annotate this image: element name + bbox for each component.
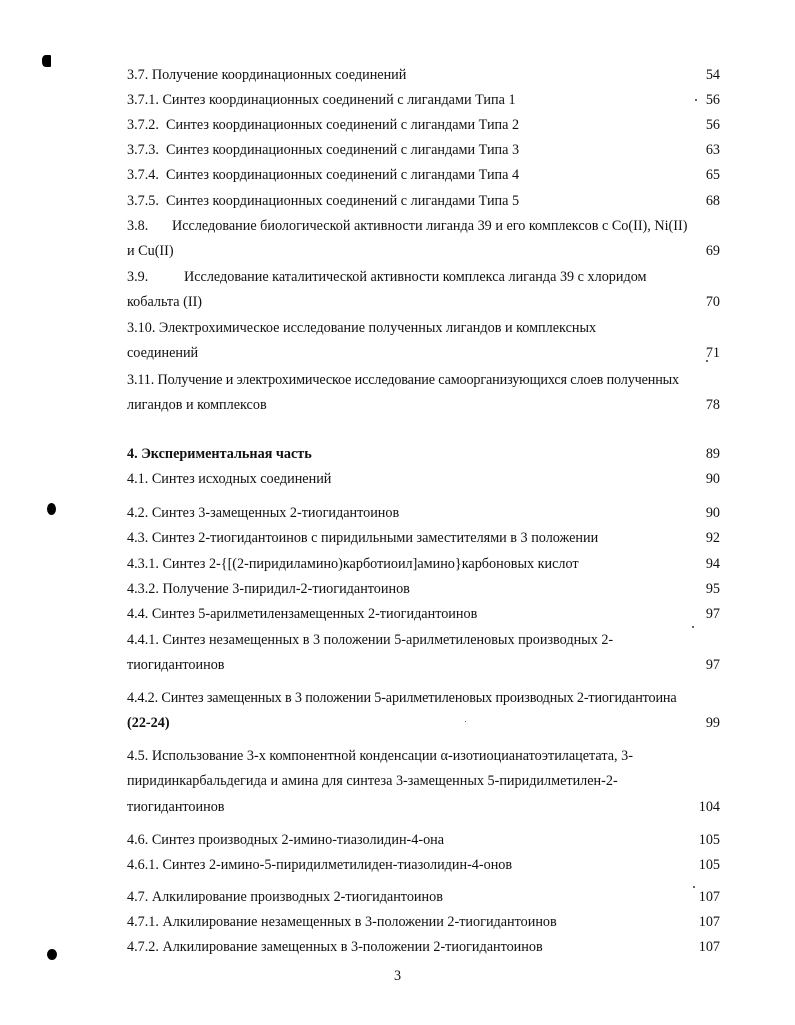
toc-entry-page: 90 — [705, 471, 720, 487]
toc-entry-page: 94 — [705, 556, 720, 572]
scan-speck — [692, 626, 694, 628]
toc-entry-line2[interactable] — [127, 770, 720, 792]
toc-entry-title: 4.5. Использование 3-х компонентной конденсации α-изотиоцианатоэтилацетата, 3- — [127, 748, 633, 764]
toc-entry[interactable] — [127, 829, 720, 851]
toc-entry-page: 65 — [705, 167, 720, 183]
toc-entry-page: 107 — [698, 939, 720, 955]
toc-entry-title: 4.7.2. Алкилирование замещенных в 3-положении 2-тиогидантоинов — [127, 939, 543, 955]
toc-entry-title: 4.6.1. Синтез 2-имино-5-пиридилметилиден-тиазолидин-4-онов — [127, 857, 513, 873]
toc-entry-title: Исследование биологической активности лиганда 39 и его комплексов с Co(II), Ni(II) — [172, 218, 688, 234]
toc-entry-compound-range: (22-24) — [127, 715, 170, 731]
toc-entry[interactable] — [127, 114, 720, 136]
toc-entry[interactable] — [127, 502, 720, 524]
toc-entry[interactable] — [127, 603, 720, 625]
toc-entry-number: 3.9. — [127, 269, 149, 285]
toc-entry-title: 4.7. Алкилирование производных 2-тиогидантоинов — [127, 889, 443, 905]
toc-entry-page: 99 — [705, 715, 720, 731]
toc-entry-title: 4.6. Синтез производных 2-имино-тиазолидин-4-она — [127, 832, 445, 848]
page-number: 3 — [393, 968, 402, 984]
toc-entry-line1[interactable] — [127, 629, 720, 651]
toc-entry-page: 71 — [705, 345, 720, 361]
toc-entry-title: 4.3.2. Получение 3-пиридил-2-тиогидантоинов — [127, 581, 410, 597]
toc-entry-title: 4.3. Синтез 2-тиогидантоинов с пиридильными заместителями в 3 положении — [127, 530, 599, 546]
toc-entry-page: 90 — [705, 505, 720, 521]
toc-entry-line2[interactable] — [127, 342, 720, 364]
toc-entry-page: 105 — [698, 857, 720, 873]
toc-entry-title: 4. Экспериментальная часть — [127, 446, 312, 462]
toc-entry-title: 3.7.2. Синтез координационных соединений с лигандами Типа 2 — [127, 117, 520, 133]
toc-entry-title: 3.7.1. Синтез координационных соединений с лигандами Типа 1 — [127, 92, 516, 108]
toc-entry-page: 107 — [698, 889, 720, 905]
toc-entry-title: 4.4.1. Синтез незамещенных в 3 положении 5-арилметиленовых производных 2- — [127, 632, 614, 648]
toc-entry-title: 4.3.1. Синтез 2-{[(2-пиридиламино)карботиоил]амино}карбоновых кислот — [127, 556, 579, 572]
toc-entry-page: 95 — [705, 581, 720, 597]
toc-entry-title-cont: и Cu(II) — [127, 243, 174, 259]
toc-entry[interactable] — [127, 553, 720, 575]
toc-entry-page: 89 — [705, 446, 720, 462]
toc-entry-title: 3.7.4. Синтез координационных соединений с лигандами Типа 4 — [127, 167, 520, 183]
toc-entry-title: 3.7.3. Синтез координационных соединений с лигандами Типа 3 — [127, 142, 520, 158]
toc-entry-page: 104 — [698, 799, 720, 815]
toc-entry-title: 3.7.5. Синтез координационных соединений с лигандами Типа 5 — [127, 193, 520, 209]
toc-entry-page: 92 — [705, 530, 720, 546]
toc-entry[interactable] — [127, 911, 720, 933]
toc-entry-page: 105 — [698, 832, 720, 848]
toc-entry[interactable] — [127, 164, 720, 186]
toc-entry-page: 56 — [705, 92, 720, 108]
toc-entry-line1[interactable] — [127, 687, 720, 709]
toc-entry[interactable] — [127, 578, 720, 600]
punch-hole-bottom — [47, 949, 57, 960]
toc-entry-title: 3.7. Получение координационных соединений — [127, 67, 407, 83]
toc-entry-line1[interactable] — [127, 317, 720, 339]
toc-entry-line2[interactable] — [127, 240, 720, 262]
toc-entry-page: 107 — [698, 914, 720, 930]
toc-entry-title: 4.4. Синтез 5-арилметилензамещенных 2-тиогидантоинов — [127, 606, 478, 622]
toc-entry-page: 69 — [705, 243, 720, 259]
toc-entry-title: 4.1. Синтез исходных соединений — [127, 471, 332, 487]
toc-entry-title: 3.11. Получение и электрохимическое исследование самоорганизующихся слоев полученных — [127, 372, 679, 388]
toc-entry[interactable] — [127, 468, 720, 490]
toc-entry-line2[interactable] — [127, 654, 720, 676]
toc-entry-page: 97 — [705, 657, 720, 673]
toc-entry-page: 70 — [705, 294, 720, 310]
toc-entry-line2[interactable] — [127, 291, 720, 313]
toc-entry-title: 4.7.1. Алкилирование незамещенных в 3-положении 2-тиогидантоинов — [127, 914, 557, 930]
toc-entry[interactable] — [127, 527, 720, 549]
toc-entry-line2[interactable] — [127, 394, 720, 416]
toc-entry[interactable] — [127, 886, 720, 908]
toc-entry-title: 3.10. Электрохимическое исследование полученных лигандов и комплексных — [127, 320, 597, 336]
toc-entry-page: 97 — [705, 606, 720, 622]
toc-entry-page: 68 — [705, 193, 720, 209]
toc-entry-page: 78 — [705, 397, 720, 413]
toc-entry-title-cont: тиогидантоинов — [127, 657, 225, 673]
toc-entry-page: 63 — [705, 142, 720, 158]
toc-entry[interactable] — [127, 854, 720, 876]
toc-entry-title: 4.4.2. Синтез замещенных в 3 положении 5-арилметиленовых производных 2-тиогидантоина — [127, 690, 677, 706]
toc-entry[interactable] — [127, 89, 720, 111]
toc-entry-line1[interactable] — [127, 745, 720, 767]
toc-entry-title-cont: тиогидантоинов — [127, 799, 225, 815]
toc-entry[interactable] — [127, 139, 720, 161]
toc-entry-number: 3.8. — [127, 218, 149, 234]
toc-entry[interactable] — [127, 190, 720, 212]
punch-hole-top — [42, 55, 51, 67]
toc-entry-title-cont: пиридинкарбальдегида и амина для синтеза 3-замещенных 5-пиридилметилен-2- — [127, 773, 618, 789]
toc-entry-page: 54 — [705, 67, 720, 83]
toc-entry-title-cont: кобальта (II) — [127, 294, 203, 310]
toc-entry-page: 56 — [705, 117, 720, 133]
toc-entry-line1[interactable] — [127, 369, 720, 391]
toc-entry-title: 4.2. Синтез 3-замещенных 2-тиогидантоинов — [127, 505, 400, 521]
toc-entry[interactable] — [127, 64, 720, 86]
toc-entry-line2[interactable] — [127, 712, 720, 734]
toc-entry[interactable] — [127, 936, 720, 958]
toc-entry-line1[interactable] — [127, 266, 720, 288]
toc-entry-line1[interactable] — [127, 215, 720, 237]
toc-entry-title-cont: лигандов и комплексов — [127, 397, 267, 413]
toc-entry-title: Исследование каталитической активности комплекса лиганда 39 с хлоридом — [184, 269, 647, 285]
toc-entry-title-cont: соединений — [127, 345, 199, 361]
punch-hole-middle — [47, 503, 56, 515]
toc-chapter-heading[interactable] — [127, 443, 720, 465]
toc-entry-line3[interactable] — [127, 796, 720, 818]
